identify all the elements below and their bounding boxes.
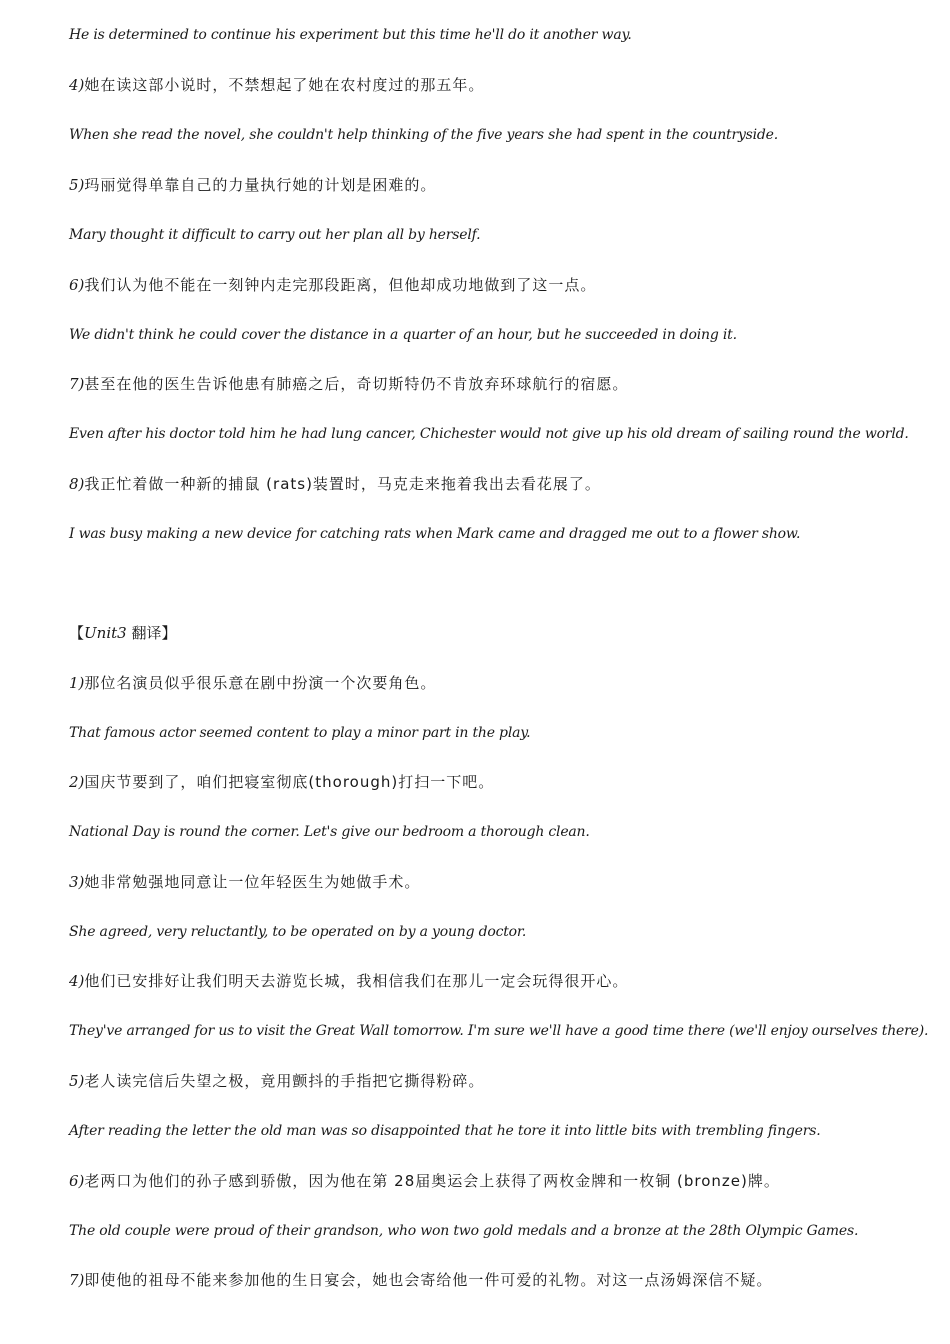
chinese-text: 国庆节要到了，咱们把寝室彻底(thorough)打扫一下吧。 [84,773,495,791]
english-translation: Mary thought it difficult to carry out her plan all by herself. [69,227,481,243]
english-translation: When she read the novel, she couldn't help thinking of the five years she had spent in the countryside. [69,127,779,143]
chinese-text: 老人读完信后失望之极，竟用颤抖的手指把它撕得粉碎。 [84,1072,485,1090]
chinese-text: 那位名演员似乎很乐意在剧中扮演一个次要角色。 [84,674,437,692]
item-number: 2) [69,773,85,791]
item-number: 5) [69,1072,85,1090]
chinese-sentence [69,1171,780,1191]
chinese-sentence [69,971,628,991]
heading-label: 翻译 [126,624,162,642]
item-number: 4) [69,76,85,94]
english-translation: We didn't think he could cover the distance in a quarter of an hour, but he succeeded in doing it. [69,327,737,343]
chinese-text: 玛丽觉得单靠自己的力量执行她的计划是困难的。 [84,176,437,194]
chinese-text: 她非常勉强地同意让一位年轻医生为她做手术。 [84,873,421,891]
item-number: 8) [69,475,85,493]
heading-bracket-open: 【 [69,624,85,642]
english-translation: That famous actor seemed content to play a minor part in the play. [69,725,531,741]
chinese-text: 即使他的祖母不能来参加他的生日宴会，她也会寄给他一件可爱的礼物。对这一点汤姆深信不疑。 [84,1271,773,1289]
item-number: 5) [69,176,85,194]
chinese-sentence [69,772,494,792]
item-number: 1) [69,674,85,692]
heading-unit: Unit3 [84,624,127,642]
chinese-text: 她在读这部小说时，不禁想起了她在农村度过的那五年。 [84,76,485,94]
chinese-text: 我们认为他不能在一刻钟内走完那段距离，但他却成功地做到了这一点。 [84,276,597,294]
chinese-sentence [69,75,484,95]
chinese-text: 我正忙着做一种新的捕鼠 (rats)装置时，马克走来拖着我出去看花展了。 [84,475,601,493]
english-translation: National Day is round the corner. Let's give our bedroom a thorough clean. [69,824,590,840]
item-number: 6) [69,276,85,294]
chinese-sentence [69,673,436,693]
item-number: 7) [69,375,85,393]
chinese-sentence [69,1071,484,1091]
english-translation: After reading the letter the old man was so disappointed that he tore it into little bits with trembling fingers. [69,1123,821,1139]
english-translation: I was busy making a new device for catching rats when Mark came and dragged me out to a flower show. [69,526,801,542]
chinese-sentence [69,374,628,394]
chinese-sentence [69,1270,772,1290]
chinese-sentence [69,175,436,195]
english-translation: Even after his doctor told him he had lung cancer, Chichester would not give up his old dream of sailing round the world. [69,426,909,442]
chinese-text: 甚至在他的医生告诉他患有肺癌之后，奇切斯特仍不肯放弃环球航行的宿愿。 [84,375,629,393]
item-number: 3) [69,873,85,891]
chinese-sentence [69,275,596,295]
chinese-text: 老两口为他们的孙子感到骄傲，因为他在第 28届奥运会上获得了两枚金牌和一枚铜 (bronze)牌。 [84,1172,780,1190]
item-number: 4) [69,972,85,990]
chinese-sentence [69,872,420,892]
chinese-text: 他们已安排好让我们明天去游览长城，我相信我们在那儿一定会玩得很开心。 [84,972,629,990]
english-translation: The old couple were proud of their grandson, who won two gold medals and a bronze at the 28th Olympic Games. [69,1223,859,1239]
heading-bracket-close: 】 [161,624,177,642]
item-number: 6) [69,1172,85,1190]
chinese-sentence [69,474,601,494]
english-translation: They've arranged for us to visit the Great Wall tomorrow. I'm sure we'll have a good time there (we'll enjoy ourselves there). [69,1023,929,1039]
english-translation: She agreed, very reluctantly, to be operated on by a young doctor. [69,924,527,940]
english-translation: He is determined to continue his experiment but this time he'll do it another way. [69,27,632,43]
item-number: 7) [69,1271,85,1289]
section-heading [69,623,176,643]
